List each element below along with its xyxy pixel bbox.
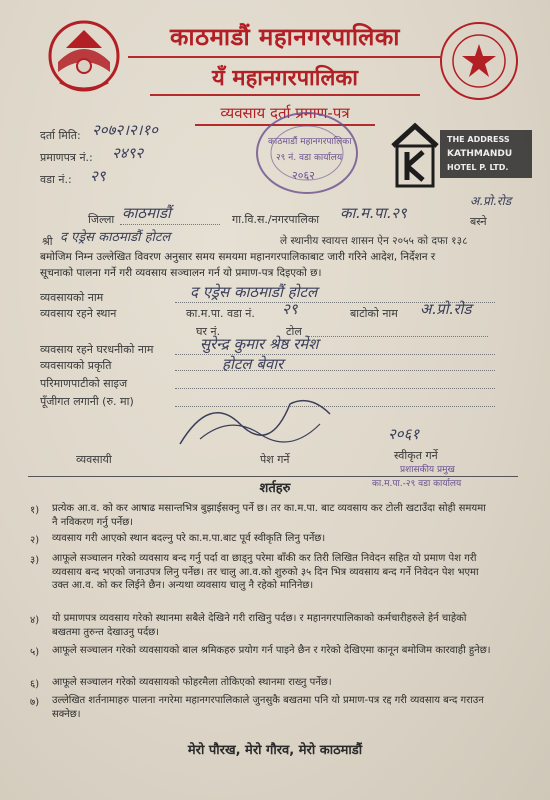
header-divider bbox=[128, 56, 442, 58]
conditions-divider bbox=[28, 476, 518, 477]
approver-signature: २०६१ bbox=[388, 425, 420, 443]
condition-text: यो प्रमाणपत्र व्यवसाय गरेको स्थानमा सबैले देखिने गरी राखिनु पर्दछ। र महानगरपालिकाको कर्मचारीहरुले हेर्न चाहेको बखतमा तुरुन्त देखाउनु पर्दछ। bbox=[52, 613, 467, 638]
document-title: व्यवसाय दर्ता प्रमाण-पत्र bbox=[220, 104, 350, 122]
nature-label: व्यवसायको प्रकृति bbox=[40, 359, 112, 372]
vdc-label: गा.वि.स./नगरपालिका bbox=[232, 213, 320, 226]
resident-label: बस्ने bbox=[470, 215, 487, 228]
condition-number: ५) bbox=[30, 647, 40, 658]
hotel-line3: HOTEL P. LTD. bbox=[447, 163, 509, 172]
page-title-newari: यँ महानगरपालिका bbox=[212, 66, 358, 91]
approver-label: स्वीकृत गर्ने bbox=[394, 449, 438, 462]
ward-label: वडा नं.: bbox=[40, 173, 72, 186]
municipality-seal-icon bbox=[438, 20, 520, 102]
hotel-logo-icon bbox=[385, 120, 445, 192]
street-value: अ.प्रो.रोड bbox=[420, 300, 472, 318]
resident-value: अ.प्रो.रोड bbox=[470, 194, 512, 208]
condition-text: आफूले सञ्चालन गरेको व्यवसायको बाल श्रमिकहरु प्रयोग गर्न पाइने छैन र गरेको देखिएमा कानून बमोजिम कारवाही हुनेछ। bbox=[52, 645, 491, 656]
cert-number-value: २४९२ bbox=[112, 144, 144, 162]
present-label: पेश गर्ने bbox=[260, 453, 290, 466]
condition-text: प्रत्येक आ.व. को कर आषाढ मसान्तभित्र बुझाईसक्नु पर्ने छ। तर का.म.पा. बाट व्यवसाय कर टोली खटाउँदा सोही समयमा नै नविकरण गर्नु पर्नेछ। bbox=[52, 503, 486, 528]
street-label: बाटोको नाम bbox=[350, 307, 398, 320]
hotel-stamp bbox=[385, 120, 535, 192]
condition-number: १) bbox=[30, 505, 40, 516]
round-stamp-line1: काठमाडौं महानगरपालिका bbox=[268, 137, 352, 147]
businessman-label: व्यवसायी bbox=[76, 453, 112, 466]
condition-number: ४) bbox=[30, 615, 40, 626]
date-value: २०७२।२।१० bbox=[92, 121, 158, 139]
cert-number-label: प्रमाणपत्र नं.: bbox=[40, 151, 93, 164]
body-line2: बमोजिम निम्न उल्लेखित विवरण अनुसार समय समयमा महानगरपालिकाबाट जारी गरिने आदेश, निर्देशन र bbox=[40, 251, 436, 263]
condition-number: ३) bbox=[30, 555, 40, 566]
owner-label: व्यवसाय रहने घरधनीको नाम bbox=[40, 343, 154, 356]
condition-number: २) bbox=[30, 535, 40, 546]
nature-value: होटल बेवार bbox=[222, 355, 284, 373]
condition-text: आफूले सञ्चालन गरेको व्यवसाय बन्द गर्नु पर्दा वा छाड्नु परेमा बाँकी कर तिरी लिखित निवेदन सहित यो प्रमाण पेश गरी व्यवसाय बन्द भएको जनाउपत्र लिनु पर्नेछ। तर चालु आ.व.को शुरुको ३५ दिन भित्र व्यवसाय बन्द गर्ने निवेदन पेश भएमा उक्त आ.व. को कर लिईने छैन। अन्यथा व्यवसाय चालु नै रहेको मानिनेछ। bbox=[52, 553, 479, 591]
approver-title: प्रशासकीय प्रमुख bbox=[400, 465, 455, 475]
condition-text: उल्लेखित शर्तनामाहरु पालना नगरेमा महानगरपालिकाले जुनसुकै बखतमा पनि यो प्रमाण-पत्र रद्द गरी व्यवसाय बन्द गराउन सक्नेछ। bbox=[52, 695, 484, 720]
conditions-title: शर्तहरु bbox=[259, 481, 291, 496]
capital-label: पूँजीगत लगानी (रु. मा) bbox=[40, 395, 134, 408]
round-stamp-year: २०६२ bbox=[292, 169, 315, 182]
owner-value: सुरेन्द्र कुमार श्रेष्ठ रमेश bbox=[200, 335, 319, 353]
ward-value: २९ bbox=[90, 167, 106, 185]
date-label: दर्ता मिति: bbox=[40, 129, 81, 142]
page-title: काठमाडौं महानगरपालिका bbox=[169, 23, 400, 51]
condition-text: व्यवसाय गरी आएको स्थान बदल्नु परे का.म.पा.बाट पूर्व स्वीकृति लिनु पर्नेछ। bbox=[52, 533, 326, 544]
approver-office: का.म.पा.-२९ वडा कार्यालय bbox=[372, 479, 462, 489]
district-value: काठमाडौं bbox=[122, 204, 171, 222]
municipality-value: का.म.पा.२९ bbox=[340, 204, 407, 222]
municipality-emblem-icon bbox=[46, 16, 122, 96]
tole-dots bbox=[308, 336, 488, 337]
condition-number: ६) bbox=[30, 679, 40, 690]
round-stamp-line2: २९ नं. वडा कार्यालय bbox=[276, 153, 343, 163]
shri-value: द एड्रेस काठमाडौं होटल bbox=[60, 230, 171, 245]
footer-motto: मेरो पौरख, मेरो गौरव, मेरो काठमाडौं bbox=[187, 743, 363, 758]
act-text: ले स्थानीय स्वायत्त शासन ऐन २०५५ को दफा १३८ bbox=[280, 235, 468, 247]
condition-number: ७) bbox=[30, 697, 40, 708]
condition-text: आफूले सञ्चालन गरेको व्यवसायको फोहरमैला तोकिएको स्थानमा राख्नु पर्नेछ। bbox=[52, 677, 332, 688]
header-divider-2 bbox=[150, 94, 420, 96]
kmp-label: का.म.पा. वडा नं. bbox=[186, 307, 255, 320]
biz-name-label: व्यवसायको नाम bbox=[40, 291, 104, 304]
house-label: घर नं. bbox=[196, 325, 221, 338]
size-label: परिमाणपाटीको साइज bbox=[40, 377, 128, 390]
tole-label: टोल bbox=[286, 325, 302, 338]
hotel-line2: KATHMANDU bbox=[447, 149, 513, 159]
district-label: जिल्ला bbox=[88, 213, 115, 226]
district-dots bbox=[120, 224, 220, 225]
hotel-line1: THE ADDRESS bbox=[447, 135, 510, 144]
signature-scribble-icon bbox=[170, 384, 340, 454]
body-line3: सूचनाको पालना गर्ने गरी व्यवसाय सञ्चालन गर्न यो प्रमाण-पत्र दिइएको छ। bbox=[40, 267, 322, 279]
kmp-value: २९ bbox=[282, 300, 298, 318]
biz-name-value: द एड्रेस काठमाडौं होटल bbox=[190, 283, 318, 301]
shri-label: श्री bbox=[42, 235, 53, 248]
biz-place-label: व्यवसाय रहने स्थान bbox=[40, 307, 117, 320]
